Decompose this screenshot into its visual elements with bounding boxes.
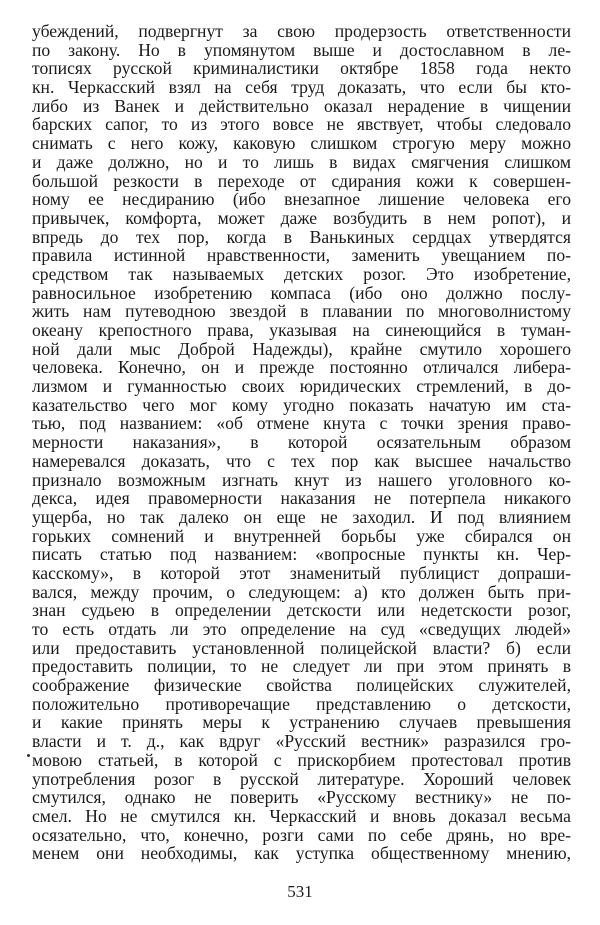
- text-line: равносильное изобретению компаса (ибо оно должно послу-: [32, 282, 571, 303]
- body-text: [32, 22, 571, 863]
- text-line: декса, идея правомерности наказания не потерпела никакого: [32, 488, 571, 509]
- text-line: употребления розог в русской литературе. Хороший человек: [32, 768, 571, 789]
- text-line: мерности наказания», в которой осязательным образом: [32, 432, 571, 453]
- text-line: менем они необходимы, как уступка общественному мнению,: [32, 843, 571, 864]
- text-line: правила истинной нравственности, заменить увещанием по-: [32, 245, 571, 266]
- text-line: положительно противоречащие представлению о детскости,: [32, 693, 571, 714]
- text-line: горьких сомнений и внутренней борьбы уже сбирался он: [32, 525, 571, 546]
- text-line: мовою статьей, в которой с прискорбием протестовал против: [32, 749, 571, 770]
- text-line: средством так называемых детских розог. Это изобретение,: [32, 263, 571, 284]
- text-line: кн. Черкасский взял на себя труд доказать, что если бы кто-: [32, 77, 571, 98]
- text-line: казательство чего мог кому угодно показать начатую им ста-: [32, 394, 571, 415]
- text-line: касскому», в которой этот знаменитый публицист допраши-: [32, 562, 571, 583]
- text-line: убеждений, подвергнут за свою продерзость ответственности: [32, 21, 571, 41]
- text-line: смутился, однако не поверить «Русскому вестнику» не по-: [32, 787, 571, 808]
- text-line: лизмом и гуманностью своих юридических стремлений, в до-: [32, 376, 571, 397]
- text-line: человека. Конечно, он и прежде постоянно отличался либера-: [32, 357, 571, 378]
- text-line: ному ее несдиранию (ибо внезапное лишение человека его: [32, 189, 571, 210]
- text-line: соображение физические свойства полицейских служителей,: [32, 675, 571, 696]
- text-line: или предоставить установленной полицейской власти? б) если: [32, 637, 571, 658]
- page-number: 531: [287, 882, 313, 901]
- text-line: ной дали мыс Доброй Надежды), крайне смутило хорошего: [32, 338, 571, 359]
- text-line: знан судьею в определении детскости или недетскости розог,: [32, 600, 571, 621]
- text-line: тописях русской криминалистики октябре 1858 года некто: [32, 58, 571, 79]
- text-line: власти и т. д., как вдруг «Русский вестник» разразился гро-: [32, 731, 571, 752]
- text-line: и какие принять меры к устранению случаев превышения: [32, 712, 571, 733]
- text-line: привычек, комфорта, может даже возбудить в нем ропот), и: [32, 207, 571, 228]
- text-line: океану крепостного права, указывая на синеющийся в туман-: [32, 320, 571, 340]
- text-line: и даже должно, но и то лишь в видах смягчения слишком: [32, 151, 571, 172]
- text-line: смел. Но не смутился кн. Черкасский и вновь доказал весьма: [32, 805, 571, 826]
- text-line: либо из Ванек и действительно оказал нерадение в чищении: [32, 95, 571, 116]
- margin-dot-mark: [27, 754, 30, 757]
- text-line: жить нам путеводною звездой в плавании по многоволнистому: [32, 301, 571, 322]
- text-line: намеревался доказать, что с тех пор как высшее начальство: [32, 450, 571, 471]
- text-line: ущерба, но так далеко он еще не заходил. И под влиянием: [32, 506, 571, 527]
- text-line: большой резкости в переходе от сдирания кожи к совершен-: [32, 170, 571, 191]
- text-line: то есть отдать ли это определение на суд «сведущих людей»: [32, 619, 571, 639]
- text-line: признало возможным изгнать кнут из нашего уголовного ко-: [32, 469, 571, 490]
- text-line: барских сапог, то из этого вовсе не явствует, чтобы следовало: [32, 114, 571, 135]
- text-line: писать статью под названием: «вопросные пункты кн. Чер-: [32, 544, 571, 565]
- text-line: вался, между прочим, о следующем: а) кто должен быть при-: [32, 581, 571, 602]
- text-line: осязательно, что, конечно, розги сами по себе дрянь, но вре-: [32, 824, 571, 845]
- text-line: снимать с него кожу, каковую слишком строгую меру можно: [32, 133, 571, 154]
- text-line: впредь до тех пор, когда в Ванькиных сердцах утвердятся: [32, 226, 571, 247]
- text-line: по закону. Но в упомянутом выше и достославном в ле-: [32, 39, 571, 60]
- text-line: предоставить полиции, то не следует ли при этом принять в: [32, 656, 571, 677]
- text-line: тью, под названием: «об отмене кнута с точки зрения право-: [32, 413, 571, 434]
